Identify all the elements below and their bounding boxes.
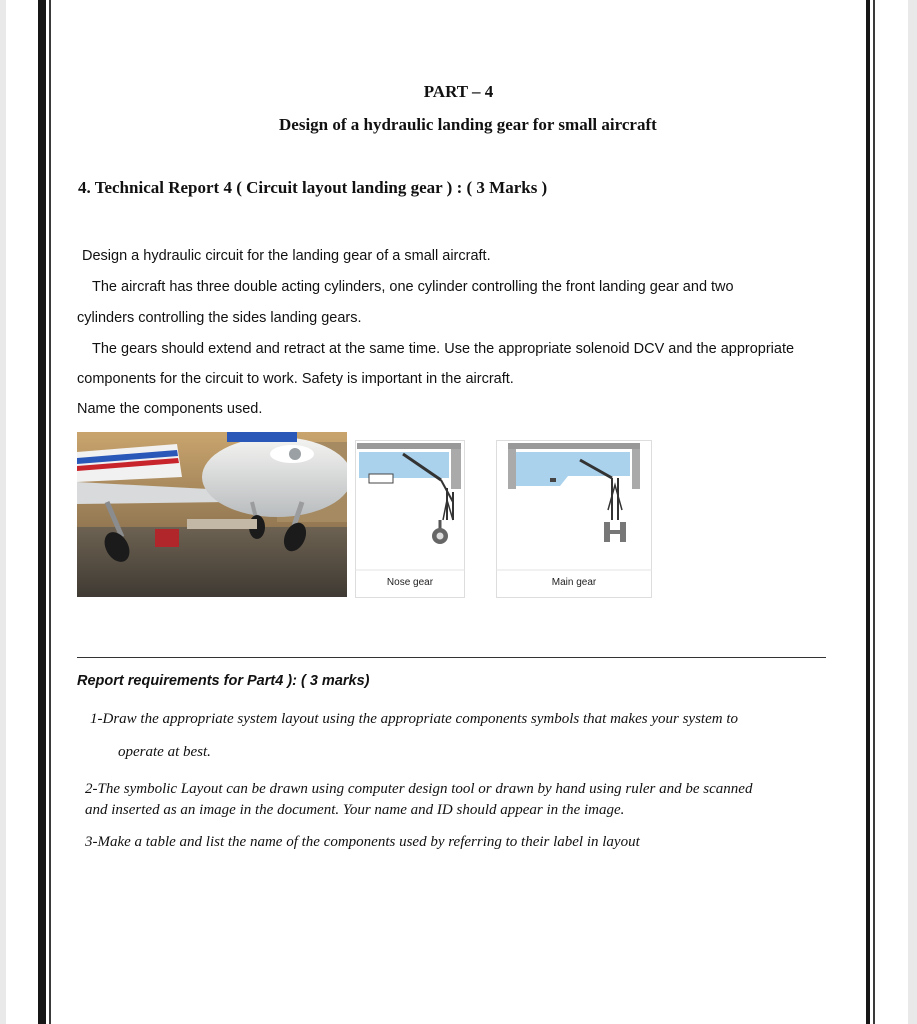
section-divider: [77, 657, 826, 658]
body-line-4: The gears should extend and retract at the same time. Use the appropriate solenoid DCV and the appropriate: [92, 341, 795, 357]
page-border-left: [38, 0, 46, 1024]
page-border-left-inner: [49, 0, 51, 1024]
requirement-2-line-1: 2-The symbolic Layout can be drawn using computer design tool or drawn by hand using ruler and be scanned: [85, 781, 753, 797]
body-line-5: components for the circuit to work. Safety is important in the aircraft.: [77, 371, 514, 387]
nose-gear-diagram: [355, 440, 465, 598]
requirement-1-line-2: operate at best.: [118, 744, 211, 760]
page-border-right: [866, 0, 870, 1024]
page-border-right-inner: [873, 0, 875, 1024]
section-heading: 4. Technical Report 4 ( Circuit layout landing gear ) : ( 3 Marks ): [78, 178, 548, 197]
body-line-6: Name the components used.: [77, 401, 263, 417]
body-line-2: The aircraft has three double acting cylinders, one cylinder controlling the front landing gear and two: [92, 279, 734, 295]
body-line-3: cylinders controlling the sides landing gears.: [77, 310, 362, 326]
requirement-1-line-1: 1-Draw the appropriate system layout using the appropriate components symbols that makes your system to: [90, 711, 738, 727]
nose-gear-caption: Nose gear: [386, 577, 434, 588]
part-title: PART – 4: [423, 82, 494, 101]
requirements-heading: Report requirements for Part4 ): ( 3 marks): [77, 673, 370, 689]
aircraft-landing-gear-photo: [77, 432, 347, 597]
body-line-1: Design a hydraulic circuit for the landing gear of a small aircraft.: [82, 248, 491, 264]
part-subtitle: Design of a hydraulic landing gear for small aircraft: [279, 115, 657, 134]
main-gear-caption: Main gear: [551, 577, 597, 588]
requirement-3: 3-Make a table and list the name of the components used by referring to their label in layout: [85, 834, 640, 850]
main-gear-diagram: [496, 440, 652, 598]
requirement-2-line-2: and inserted as an image in the document. Your name and ID should appear in the image.: [85, 802, 625, 818]
